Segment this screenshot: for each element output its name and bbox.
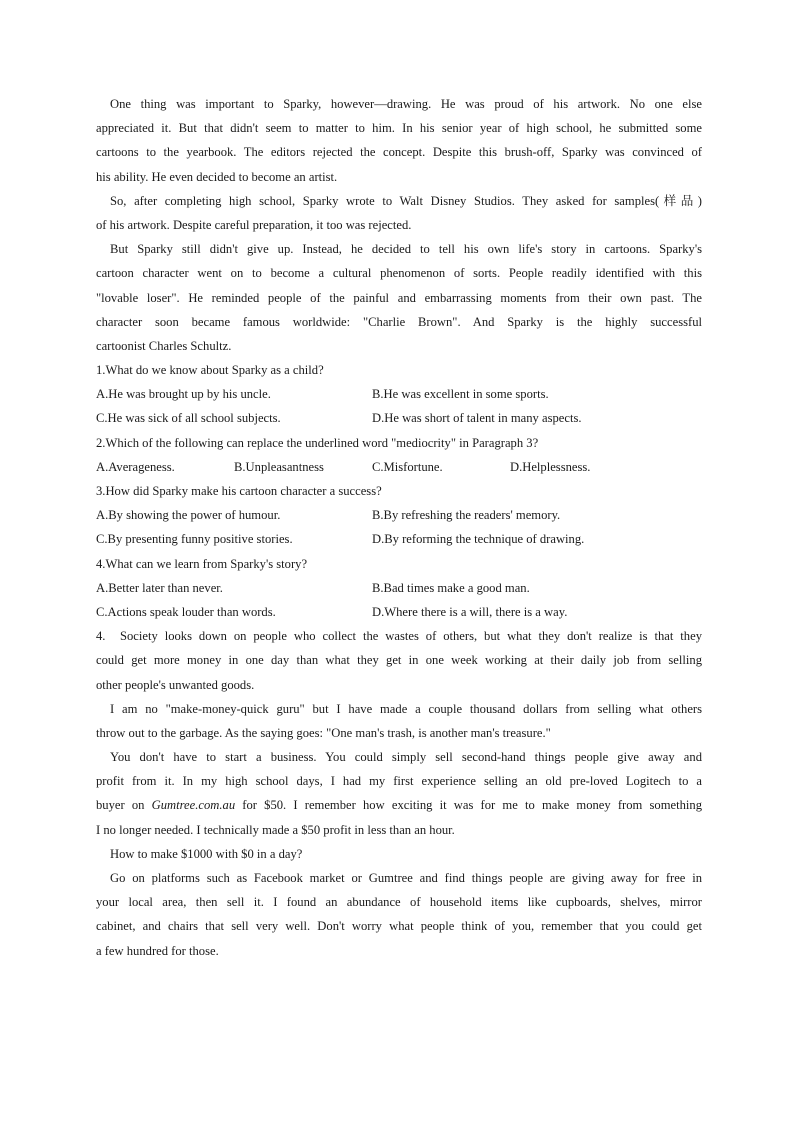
paragraph-line: I no longer needed. I technically made a $50 profit in less than an hour. <box>96 822 455 837</box>
section-heading: How to make $1000 with $0 in a day? <box>110 846 303 861</box>
question-stem: 3.How did Sparky make his cartoon character a success? <box>96 484 382 498</box>
option-a: A.By showing the power of humour. <box>96 508 281 523</box>
option-row <box>96 406 702 430</box>
option-a: A.He was brought up by his uncle. <box>96 387 271 402</box>
paragraph-line: One thing was important to Sparky, however—drawing. He was proud of his artwork. No one else <box>110 97 702 111</box>
paragraph-line: So, after completing high school, Sparky wrote to Walt Disney Studios. They asked for samples(样品) <box>110 193 702 208</box>
paragraph-line: of his artwork. Despite careful preparation, it too was rejected. <box>96 217 412 232</box>
option-c: C.By presenting funny positive stories. <box>96 532 293 547</box>
question-stem: 2.Which of the following can replace the underlined word "mediocrity" in Paragraph 3? <box>96 435 539 450</box>
paragraph-line: profit from it. In my high school days, I had my first experience selling an old pre-loved Logitech to a <box>96 774 702 789</box>
option-c: C.Actions speak louder than words. <box>96 604 276 619</box>
paragraph-line: cabinet, and chairs that sell very well. Don't worry what people think of you, remember that you could get <box>96 919 702 934</box>
option-row <box>96 455 702 479</box>
paragraph-line: other people's unwanted goods. <box>96 677 255 692</box>
question-stem: 4.What can we learn from Sparky's story? <box>96 556 308 571</box>
paragraph-line <box>96 793 702 817</box>
paragraph-line: your local area, then sell it. I found an abundance of household items like cupboards, shelves, mirror <box>96 895 702 910</box>
paragraph-line: You don't have to start a business. You could simply sell second-hand things people give away and <box>110 750 702 765</box>
option-b: B.He was excellent in some sports. <box>372 387 549 402</box>
paragraph-line: Go on platforms such as Facebook market or Gumtree and find things people are giving away for free in <box>110 871 702 885</box>
option-d: D.Where there is a will, there is a way. <box>372 604 568 619</box>
option-d: D.By reforming the technique of drawing. <box>372 532 585 547</box>
paragraph-line: "lovable loser". He reminded people of the painful and embarrassing moments from their own past. The <box>96 290 702 305</box>
option-b: B.Unpleasantness <box>234 459 324 474</box>
option-row <box>96 527 702 551</box>
paragraph-line: a few hundred for those. <box>96 943 219 958</box>
paragraph-line: I am no "make-money-quick guru" but I have made a couple thousand dollars from selling what others <box>110 701 702 716</box>
document-content <box>96 92 702 963</box>
option-b: B.By refreshing the readers' memory. <box>372 508 561 523</box>
paragraph-line: cartoon character went on to become a cultural phenomenon of sorts. People readily identified with this <box>96 266 702 281</box>
option-row <box>96 382 702 406</box>
option-c: C.Misfortune. <box>372 459 443 474</box>
paragraph-line: appreciated it. But that didn't seem to matter to him. In his senior year of high school, he submitted some <box>96 121 702 136</box>
website-name: Gumtree.com.au <box>151 798 236 813</box>
paragraph-line: cartoons to the yearbook. The editors rejected the concept. Despite this brush-off, Sparky was convinced of <box>96 145 702 160</box>
paragraph-line: cartoonist Charles Schultz. <box>96 338 232 353</box>
option-a: A.Better later than never. <box>96 580 223 595</box>
option-row <box>96 503 702 527</box>
option-row <box>96 576 702 600</box>
question-stem: 1.What do we know about Sparky as a child? <box>96 363 324 378</box>
passage-first-line <box>96 624 702 648</box>
passage-number: 4. <box>96 629 106 644</box>
option-c: C.He was sick of all school subjects. <box>96 411 281 426</box>
paragraph-line: Society looks down on people who collect the wastes of others, but what they don't realize is that they <box>120 629 702 644</box>
option-b: B.Bad times make a good man. <box>372 580 530 595</box>
text-segment: for $50. I remember how exciting it was for me to make money from something <box>235 798 702 813</box>
option-a: A.Averageness. <box>96 459 175 474</box>
option-d: D.Helplessness. <box>510 459 591 474</box>
text-segment: buyer on <box>96 798 152 813</box>
paragraph-line: his ability. He even decided to become an artist. <box>96 169 338 184</box>
option-row <box>96 600 702 624</box>
paragraph-line: throw out to the garbage. As the saying goes: "One man's trash, is another man's treasure." <box>96 725 551 740</box>
paragraph-line: But Sparky still didn't give up. Instead, he decided to tell his own life's story in cartoons. Sparky's <box>110 242 702 257</box>
option-d: D.He was short of talent in many aspects. <box>372 411 582 426</box>
paragraph-line: could get more money in one day than what they get in one week working at their daily job from selling <box>96 653 702 668</box>
paragraph-line: character soon became famous worldwide: "Charlie Brown". And Sparky is the highly successful <box>96 314 702 329</box>
